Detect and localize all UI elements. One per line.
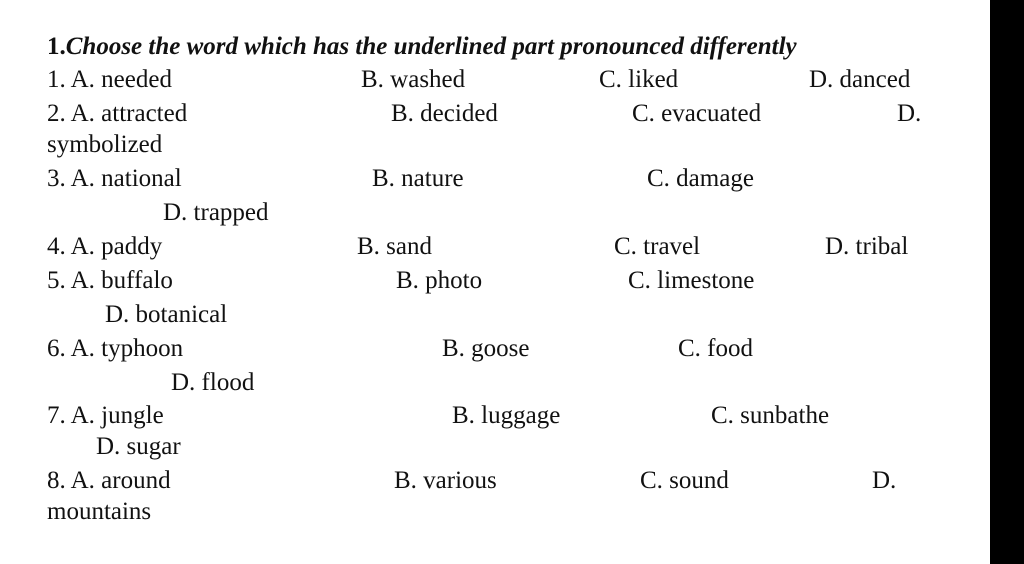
q2-option-c: C. evacuated bbox=[632, 100, 762, 127]
q8-option-d: D. bbox=[872, 467, 897, 494]
q6-option-c: C. food bbox=[678, 335, 753, 362]
q3-option-c: C. damage bbox=[647, 165, 754, 192]
exercise-number: 1. bbox=[47, 33, 66, 60]
q3-option-d: D. trapped bbox=[163, 199, 269, 226]
right-black-bar bbox=[990, 0, 1024, 564]
q6-option-a: 6. A. typhoon bbox=[47, 335, 184, 362]
q2-option-d-continued: symbolized bbox=[47, 131, 163, 158]
q7-option-b: B. luggage bbox=[452, 402, 561, 429]
q4-option-d: D. tribal bbox=[825, 233, 909, 260]
q5-option-a: 5. A. buffalo bbox=[47, 267, 173, 294]
q8-option-b: B. various bbox=[394, 467, 497, 494]
q1-option-c: C. liked bbox=[599, 66, 679, 93]
q1-option-b: B. washed bbox=[361, 66, 466, 93]
q7-option-c: C. sunbathe bbox=[711, 402, 830, 429]
q2-option-b: B. decided bbox=[391, 100, 498, 127]
q8-option-d-continued: mountains bbox=[47, 498, 152, 525]
q3-option-b: B. nature bbox=[372, 165, 464, 192]
q5-option-c: C. limestone bbox=[628, 267, 755, 294]
q2-option-a: 2. A. attracted bbox=[47, 100, 188, 127]
q8-option-a: 8. A. around bbox=[47, 467, 171, 494]
q4-option-a: 4. A. paddy bbox=[47, 233, 163, 260]
q7-option-d: D. sugar bbox=[96, 433, 181, 460]
exercise-title bbox=[47, 33, 797, 61]
q6-option-d: D. flood bbox=[171, 369, 255, 396]
q4-option-c: C. travel bbox=[614, 233, 701, 260]
q8-option-c: C. sound bbox=[640, 467, 729, 494]
q5-option-d: D. botanical bbox=[105, 301, 228, 328]
q3-option-a: 3. A. national bbox=[47, 165, 182, 192]
q7-option-a: 7. A. jungle bbox=[47, 402, 164, 429]
q1-option-d: D. danced bbox=[809, 66, 911, 93]
q5-option-b: B. photo bbox=[396, 267, 483, 294]
q6-option-b: B. goose bbox=[442, 335, 530, 362]
q2-option-d: D. bbox=[897, 100, 922, 127]
q4-option-b: B. sand bbox=[357, 233, 432, 260]
q1-option-a: 1. A. needed bbox=[47, 66, 172, 93]
exercise-instruction: Choose the word which has the underlined part pronounced differently bbox=[65, 33, 797, 60]
